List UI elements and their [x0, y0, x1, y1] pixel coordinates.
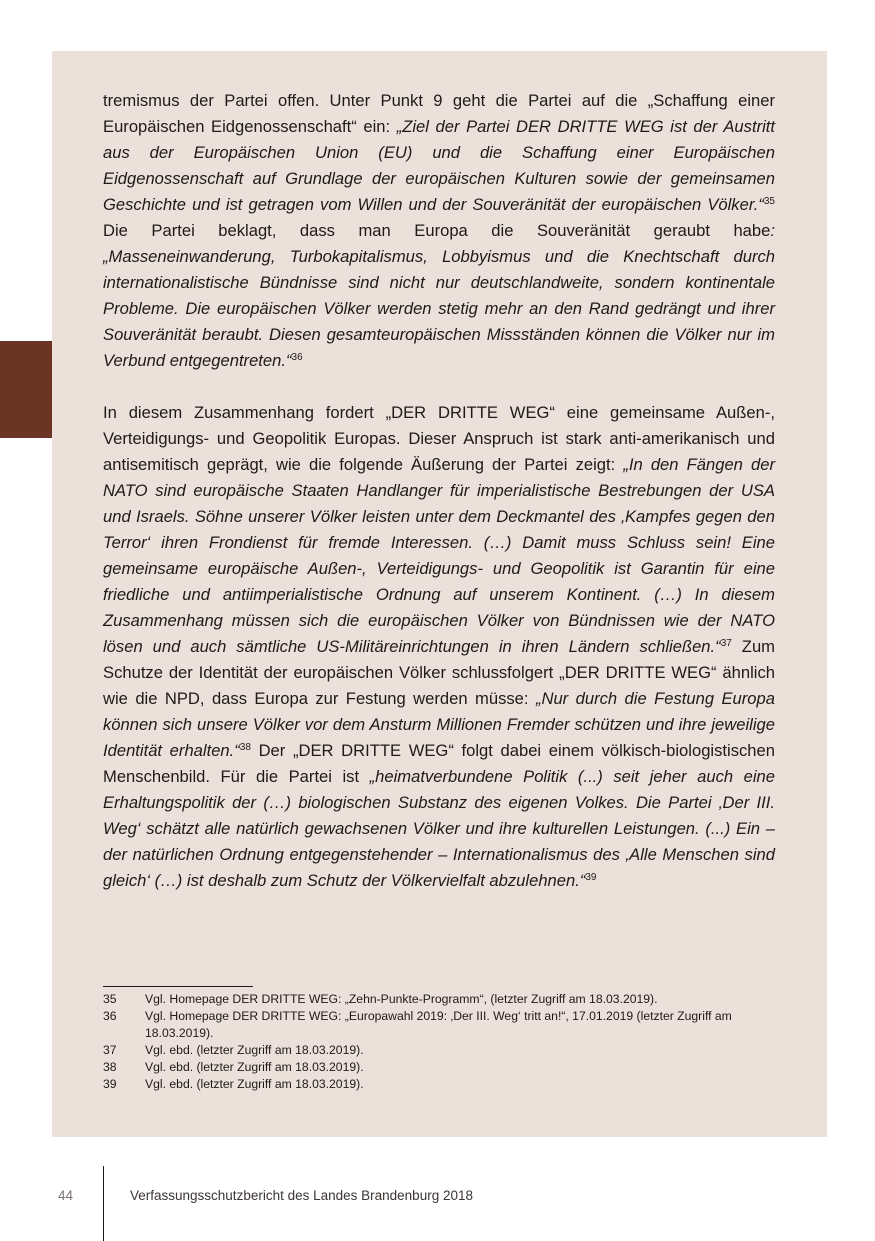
footnote-ref: 36	[291, 352, 303, 363]
paragraph-2	[103, 400, 775, 894]
footer-title: Verfassungsschutzbericht des Landes Brandenburg 2018	[130, 1188, 473, 1203]
footnote-number: 38	[103, 1060, 117, 1074]
footnote-text: Vgl. ebd. (letzter Zugriff am 18.03.2019).	[145, 1077, 364, 1091]
footnote-number: 39	[103, 1077, 117, 1091]
footnote-number: 36	[103, 1009, 117, 1023]
footnote-item	[103, 1059, 775, 1076]
footnote-item	[103, 1008, 775, 1042]
page-number: 44	[58, 1188, 74, 1203]
footnote-divider	[103, 986, 253, 987]
body-span: Der „DER DRITTE WEG“ folgt dabei einem völkisch-biologistischen Menschenbild. Für die Partei ist	[103, 741, 775, 786]
footnote-text: Vgl. ebd. (letzter Zugriff am 18.03.2019).	[145, 1043, 364, 1057]
chapter-side-tab	[0, 341, 52, 438]
footnote-ref: 38	[239, 742, 251, 753]
body-span: Die Partei beklagt, dass man Europa die Souveränität geraubt habe	[103, 221, 771, 240]
quote-text: „heimatverbundene Politik (...) seit jeher auch eine Erhaltungspolitik der (…) biologischen Substanz des eigenen Volkes. Die Partei ‚Der III. Weg‘ schätzt alle natürlich gewachsenen Völker und ihre kulturellen Leistungen. (...) Ein – der natürlichen Ordnung entgegenstehender – Internationalismus des ‚Alle Menschen sind gleich‘ (…) ist deshalb zum Schutz der Völkervielfalt abzulehnen.“	[103, 767, 775, 890]
footnote-text: Vgl. Homepage DER DRITTE WEG: „Zehn-Punkte-Programm“, (letzter Zugriff am 18.03.2019).	[145, 992, 658, 1006]
body-span: tremismus der Partei offen. Unter Punkt 9 geht die Partei auf die „Schaffung einer Europäischen Eidgenossenschaft“ ein:	[103, 91, 775, 136]
footer-divider	[103, 1166, 104, 1241]
quote-text: „Nur durch die Festung Europa können sich unsere Völker vor dem Ansturm Millionen Fremder schützen und ihre jeweilige Identität erhalten.“	[103, 689, 775, 760]
footnote-number: 35	[103, 992, 117, 1006]
footnote-item	[103, 1042, 775, 1059]
body-text	[103, 88, 775, 894]
quote-text: „Ziel der Partei DER DRITTE WEG ist der Austritt aus der Europäischen Union (EU) und die Schaffung einer Europäischen Eidgenossenschaft auf Grundlage der europäischen Kulturen sowie der gemeinsamen Geschichte und ist getragen vom Willen und der Souveränität der europäischen Völker.“	[103, 117, 775, 214]
footnote-text: Vgl. Homepage DER DRITTE WEG: „Europawahl 2019: ‚Der III. Weg‘ tritt an!“, 17.01.2019 (letzter Zugriff am 18.03.2019).	[145, 1009, 732, 1040]
quote-text: „In den Fängen der NATO sind europäische Staaten Handlanger für imperialistische Bestrebungen der USA und Israels. Söhne unserer Völker leisten unter dem Deckmantel des ‚Kampfes gegen den Terror‘ ihren Frondienst für fremde Interessen. (…) Damit muss Schluss sein! Eine gemeinsame europäische Außen-, Verteidigungs- und Geopolitik ist Garantin für eine friedliche und antiimperialistische Ordnung auf unserem Kontinent. (…) In diesem Zusammenhang müssen sich die europäischen Völker von Bündnissen wie der NATO lösen und auch sämtliche US-Militäreinrichtungen in ihren Ländern schließen.“	[103, 455, 775, 656]
body-span: Zum Schutze der Identität der europäischen Völker schlussfolgert „DER DRITTE WEG“ ähnlich wie die NPD, dass Europa zur Festung werden müsse:	[103, 637, 775, 708]
footnote-ref: 37	[720, 638, 732, 649]
footnote-ref: 35	[763, 196, 775, 207]
footnote-text: Vgl. ebd. (letzter Zugriff am 18.03.2019).	[145, 1060, 364, 1074]
footnote-number: 37	[103, 1043, 117, 1057]
body-span: In diesem Zusammenhang fordert „DER DRITTE WEG“ eine gemeinsame Außen-, Verteidigungs- und Geopolitik Europas. Dieser Anspruch ist stark anti-amerikanisch und antisemitisch geprägt, wie die folgende Äußerung der Partei zeigt:	[103, 403, 775, 474]
footnote-item	[103, 991, 775, 1008]
quote-text: : „Masseneinwanderung, Turbokapitalismus, Lobbyismus und die Knechtschaft durch internationalistische Bündnisse sind nicht nur deutschlandweite, sondern kontinentale Probleme. Die europäischen Völker werden stetig mehr an den Rand gedrängt und ihrer Souveränität beraubt. Diesen gesamteuropäischen Missständen können die Völker nur im Verbund entgegentreten.“	[103, 221, 775, 370]
footnote-ref: 39	[585, 872, 597, 883]
paragraph-1	[103, 88, 775, 374]
footnote-item	[103, 1076, 775, 1093]
footnotes	[103, 991, 775, 1093]
